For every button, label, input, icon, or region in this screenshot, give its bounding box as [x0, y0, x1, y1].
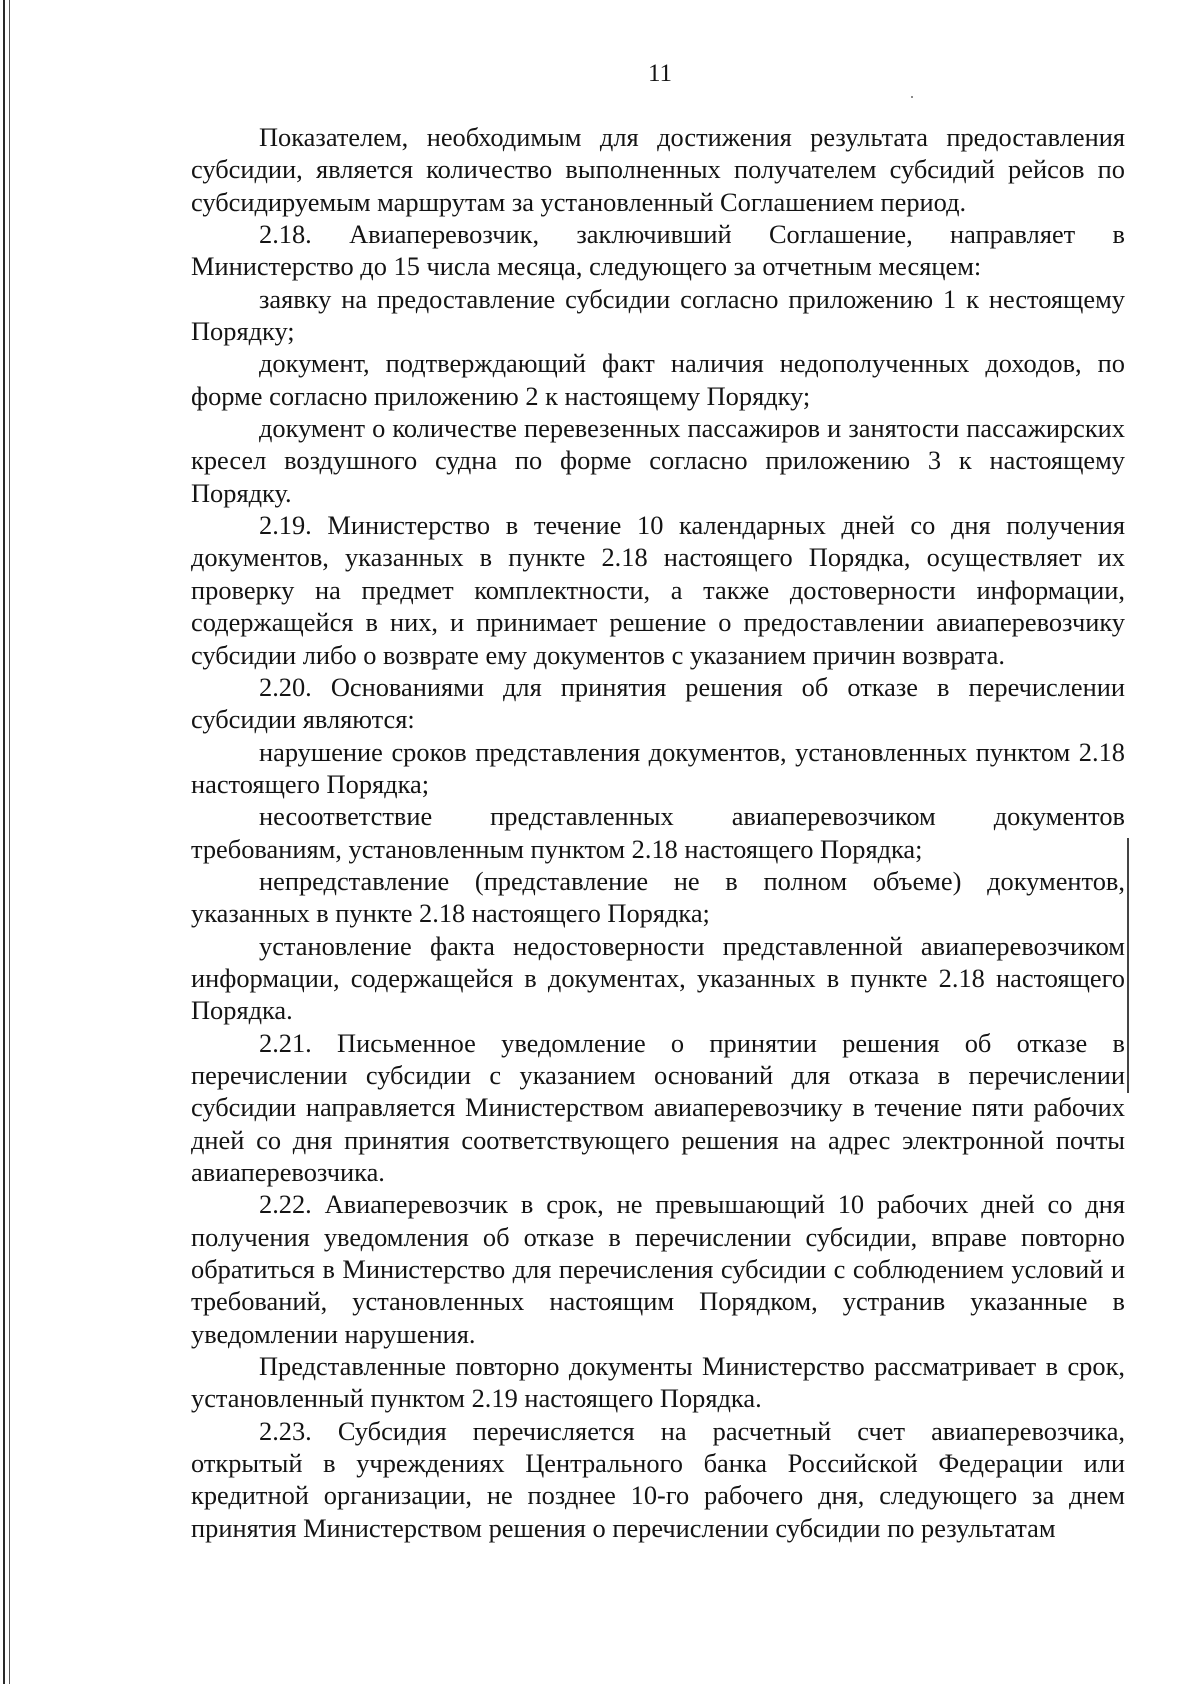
scan-border-line	[9, 0, 10, 1684]
scan-margin-line	[1127, 838, 1129, 1093]
paragraph-2-20-item-nonsubmission: непредставление (представление не в полном объеме) документов, указанных в пункте 2.18 настоящего Порядка;	[191, 865, 1125, 929]
scan-border-line	[3, 0, 5, 1684]
document-body	[191, 121, 1125, 1544]
paragraph-2-19: 2.19. Министерство в течение 10 календарных дней со дня получения документов, указанных в пункте 2.18 настоящего Порядка, осуществляет их проверку на предмет комплектности, а также достоверности информации, содержащейся в них, и принимает решение о предоставлении авиаперевозчику субсидии либо о возврате ему документов с указанием причин возврата.	[191, 510, 1125, 670]
paragraph-2-23: 2.23. Субсидия перечисляется на расчетный счет авиаперевозчика, открытый в учреждениях Центрального банка Российской Федерации или кредитной организации, не позднее 10-го рабочего дня, следующего за днем принятия Министерством решения о перечислении субсидии по результатам	[191, 1415, 1125, 1543]
paragraph-2-18-item-passenger-document: документ о количестве перевезенных пассажиров и занятости пассажирских кресел воздушного судна по форме согласно приложению 3 к настоящему Порядку.	[191, 413, 1125, 508]
paragraph-2-20-item-deadline: нарушение сроков представления документов, установленных пунктом 2.18 настоящего Порядка;	[191, 736, 1125, 799]
paragraph-2-18-item-income-document: документ, подтверждающий факт наличия недополученных доходов, по форме согласно приложению 2 к настоящему Порядку;	[191, 348, 1125, 411]
paragraph-resubmission: Представленные повторно документы Министерство рассматривает в срок, установленный пунктом 2.19 настоящего Порядка.	[191, 1351, 1125, 1414]
paragraph-2-20: 2.20. Основаниями для принятия решения об отказе в перечислении субсидии являются:	[191, 671, 1125, 735]
page-number: 11	[647, 60, 673, 87]
paragraph-2-21: 2.21. Письменное уведомление о принятии решения об отказе в перечислении субсидии с указанием оснований для отказа в перечислении субсидии направляется Министерством авиаперевозчику в течение пяти рабочих дней со дня принятия соответствующего решения на адрес электронной почты авиаперевозчика.	[191, 1027, 1125, 1187]
paragraph-2-20-item-nonconformity: несоответствие представленных авиаперевозчиком документов требованиям, установленным пунктом 2.18 настоящего Порядка;	[191, 801, 1125, 864]
paragraph-result-indicator: Показателем, необходимым для достижения результата предоставления субсидии, является количество выполненных получателем субсидий рейсов по субсидируемым маршрутам за установленный Соглашением период.	[191, 122, 1125, 217]
paragraph-2-18-item-application: заявку на предоставление субсидии согласно приложению 1 к нестоящему Порядку;	[191, 283, 1125, 347]
paragraph-2-20-item-unreliability: установление факта недостоверности представленной авиаперевозчиком информации, содержащейся в документах, указанных в пункте 2.18 настоящего Порядка.	[191, 930, 1125, 1026]
paragraph-2-18: 2.18. Авиаперевозчик, заключивший Соглашение, направляет в Министерство до 15 числа месяца, следующего за отчетным месяцем:	[191, 219, 1125, 282]
paragraph-2-22: 2.22. Авиаперевозчик в срок, не превышающий 10 рабочих дней со дня получения уведомления об отказе в перечислении субсидии, вправе повторно обратиться в Министерство для перечисления субсидии с соблюдением условий и требований, установленных настоящим Порядком, устранив указанные в уведомлении нарушения.	[191, 1189, 1125, 1349]
scan-speck	[911, 96, 913, 98]
